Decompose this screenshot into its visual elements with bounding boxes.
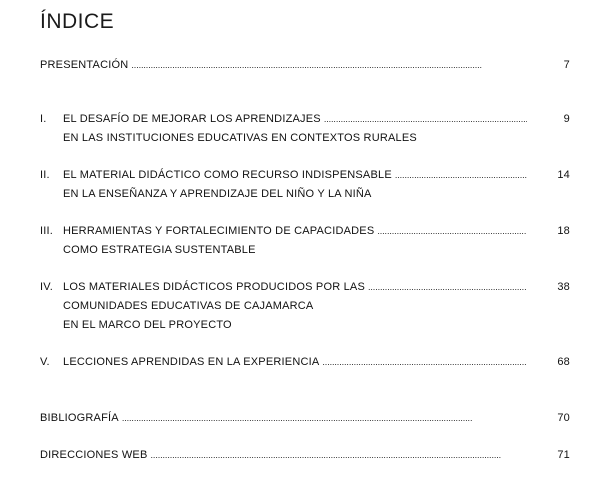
dot-leader [324, 110, 527, 129]
chapter-number: III. [40, 225, 54, 237]
toc-entry-chapter-3[interactable] [40, 222, 570, 260]
dot-leader [322, 353, 527, 372]
dot-leader [151, 446, 527, 465]
dot-leader [131, 56, 527, 75]
toc-page-number: 14 [557, 169, 570, 181]
toc-entry-label: PRESENTACIÓN [40, 59, 129, 71]
toc-entry-label: EL DESAFÍO DE MEJORAR LOS APRENDIZAJES [63, 113, 321, 125]
dot-leader [368, 278, 527, 297]
toc-entry-label: LECCIONES APRENDIDAS EN LA EXPERIENCIA [63, 356, 320, 368]
toc-entry-presentacion[interactable] [40, 56, 570, 75]
dot-leader [395, 166, 527, 185]
toc-entry-label-continued: COMO ESTRATEGIA SUSTENTABLE [63, 244, 256, 256]
toc-page-number: 71 [557, 449, 570, 461]
toc-entry-label-continued: EN LAS INSTITUCIONES EDUCATIVAS EN CONTEXTOS RURALES [63, 132, 417, 144]
dot-leader [122, 409, 527, 428]
toc-entry-chapter-2[interactable] [40, 166, 570, 204]
toc-page-number: 68 [557, 356, 570, 368]
toc-page-number: 7 [563, 59, 570, 71]
chapter-number: II. [40, 169, 50, 181]
toc-page-number: 38 [557, 281, 570, 293]
toc-entry-label-continued: EN EL MARCO DEL PROYECTO [63, 319, 232, 331]
toc-page-number: 18 [557, 225, 570, 237]
toc-entry-chapter-1[interactable] [40, 110, 570, 148]
toc-entry-label-continued: COMUNIDADES EDUCATIVAS DE CAJAMARCA [63, 300, 314, 312]
toc-entry-label-continued: EN LA ENSEÑANZA Y APRENDIZAJE DEL NIÑO Y LA NIÑA [63, 188, 372, 200]
toc-entry-chapter-5[interactable] [40, 353, 570, 372]
chapter-number: V. [40, 356, 50, 368]
dot-leader [377, 222, 527, 241]
toc-entry-label: BIBLIOGRAFÍA [40, 412, 119, 424]
toc-entry-label: HERRAMIENTAS Y FORTALECIMIENTO DE CAPACIDADES [63, 225, 375, 237]
toc-page-number: 70 [557, 412, 570, 424]
page-title: ÍNDICE [40, 10, 115, 33]
toc-entry-direcciones-web[interactable] [40, 446, 570, 465]
toc-entry-chapter-4[interactable] [40, 278, 570, 335]
toc-page-number: 9 [563, 113, 570, 125]
chapter-number: I. [40, 113, 47, 125]
toc-entry-label: DIRECCIONES WEB [40, 449, 148, 461]
toc-entry-bibliografia[interactable] [40, 409, 570, 428]
toc-entry-label: EL MATERIAL DIDÁCTICO COMO RECURSO INDISPENSABLE [63, 169, 392, 181]
toc-entry-label: LOS MATERIALES DIDÁCTICOS PRODUCIDOS POR LAS [63, 281, 365, 293]
chapter-number: IV. [40, 281, 54, 293]
